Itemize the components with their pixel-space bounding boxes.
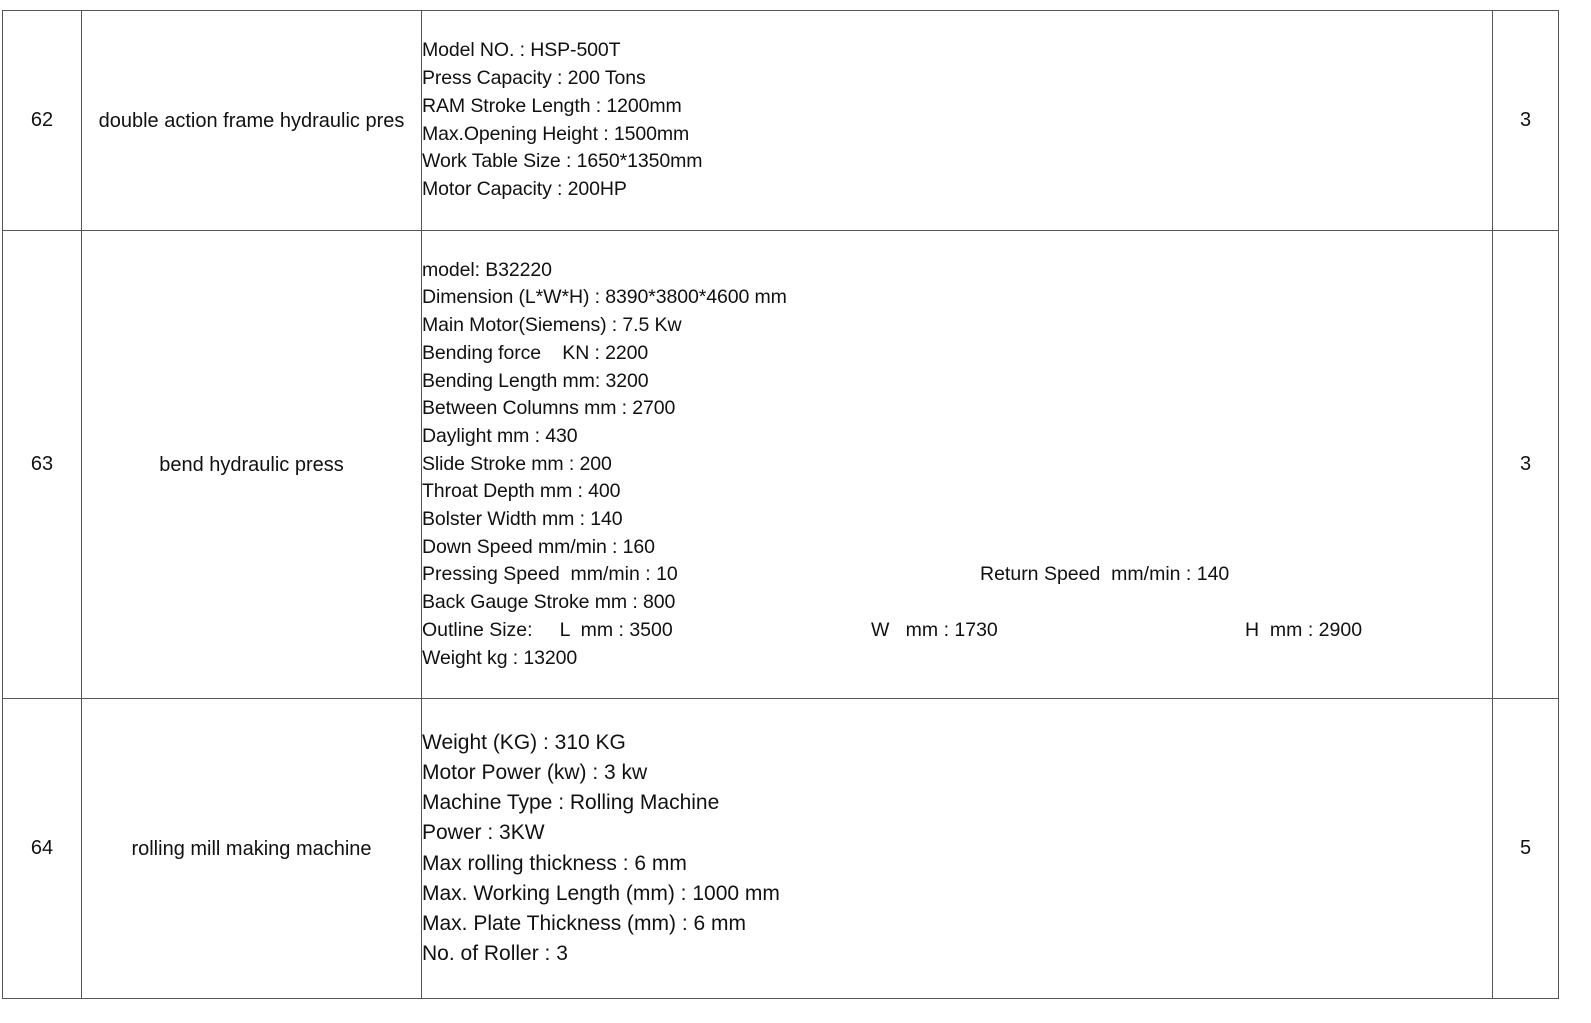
spec-line: Bolster Width mm : 140: [422, 508, 623, 531]
spec-line: Bending Length mm: 3200: [422, 369, 649, 392]
spec-line: model: B32220: [422, 258, 552, 281]
table-row: [3, 11, 1559, 231]
spec-line: Weight kg : 13200: [422, 646, 578, 669]
outline-width: W mm : 1730: [871, 618, 998, 641]
row-number: 64: [3, 699, 82, 999]
outline-height: H mm : 2900: [1245, 618, 1363, 641]
spec-list: [422, 11, 1493, 231]
spec-line: Weight (KG) : 310 KG: [422, 730, 626, 754]
spec-line: Daylight mm : 430: [422, 424, 578, 447]
spec-line: No. of Roller : 3: [422, 942, 568, 966]
spec-line: Model NO. : HSP-500T: [422, 39, 621, 62]
equipment-name: double action frame hydraulic pres: [82, 11, 422, 231]
spec-line: Motor Capacity : 200HP: [422, 177, 627, 200]
spec-line: Bending force KN : 2200: [422, 341, 649, 364]
quantity: 3: [1493, 11, 1559, 231]
spec-line: Down Speed mm/min : 160: [422, 535, 655, 558]
spec-line: Dimension (L*W*H) : 8390*3800*4600 mm: [422, 286, 787, 309]
quantity: 3: [1493, 231, 1559, 699]
table-row: [3, 699, 1559, 999]
outline-size-line: [422, 617, 1492, 645]
spec-list: [422, 699, 1493, 999]
equipment-name: rolling mill making machine: [82, 699, 422, 999]
quantity: 5: [1493, 699, 1559, 999]
spec-line: Max.Opening Height : 1500mm: [422, 122, 690, 145]
row-number: 63: [3, 231, 82, 699]
spec-list: [422, 231, 1493, 699]
speed-line: [422, 561, 1492, 589]
pressing-speed: Pressing Speed mm/min : 10: [422, 563, 678, 586]
spec-line: Main Motor(Siemens) : 7.5 Kw: [422, 314, 682, 337]
outline-length: Outline Size: L mm : 3500: [422, 618, 673, 641]
return-speed: Return Speed mm/min : 140: [980, 563, 1230, 586]
spec-line: Machine Type : Rolling Machine: [422, 791, 720, 815]
spec-line: Max rolling thickness : 6 mm: [422, 851, 687, 875]
spec-line: Max. Plate Thickness (mm) : 6 mm: [422, 911, 747, 935]
spec-line: Press Capacity : 200 Tons: [422, 67, 646, 90]
table-row: [3, 231, 1559, 699]
spec-line: Max. Working Length (mm) : 1000 mm: [422, 881, 780, 905]
spec-line: RAM Stroke Length : 1200mm: [422, 94, 682, 117]
spec-line: Work Table Size : 1650*1350mm: [422, 150, 703, 173]
spec-line: Motor Power (kw) : 3 kw: [422, 760, 648, 784]
spec-line: Power : 3KW: [422, 821, 545, 845]
spec-line: Throat Depth mm : 400: [422, 480, 621, 503]
spec-line: Back Gauge Stroke mm : 800: [422, 591, 676, 614]
spec-line: Slide Stroke mm : 200: [422, 452, 612, 475]
row-number: 62: [3, 11, 82, 231]
equipment-name: bend hydraulic press: [82, 231, 422, 699]
spec-line: Between Columns mm : 2700: [422, 397, 676, 420]
equipment-spec-table: [2, 10, 1559, 999]
